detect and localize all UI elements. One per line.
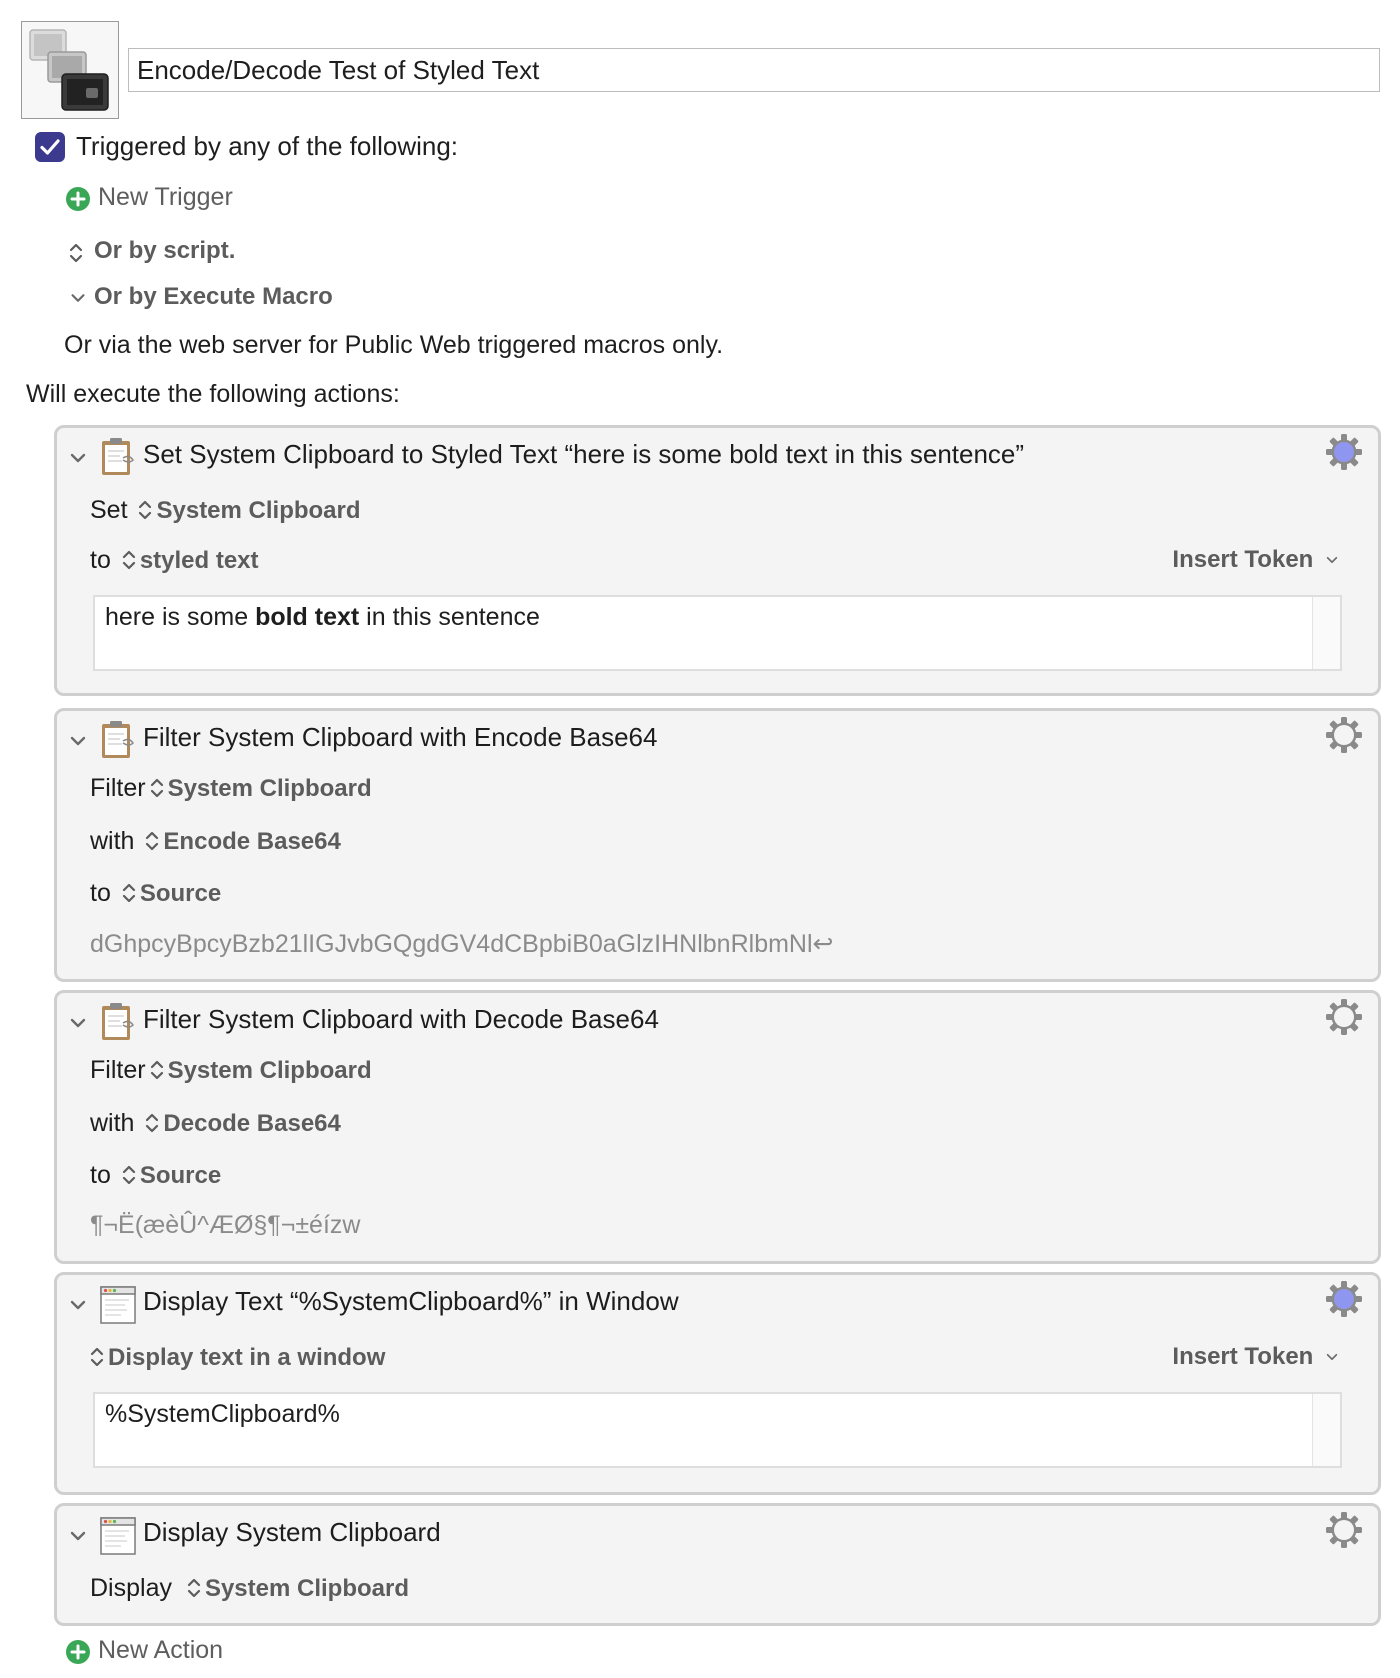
clipboard-icon — [99, 436, 137, 478]
or-by-execute-macro-toggle[interactable]: Or by Execute Macro — [94, 283, 333, 310]
gear-icon[interactable] — [1324, 1279, 1364, 1319]
add-circle-icon[interactable] — [66, 187, 90, 211]
triggers-heading: Triggered by any of the following: — [76, 131, 459, 161]
updown-icon — [122, 549, 136, 571]
gear-icon[interactable] — [1324, 715, 1364, 755]
chevron-down-icon[interactable] — [68, 288, 88, 308]
to-label: to — [90, 1161, 111, 1189]
macro-name-field[interactable]: Encode/Decode Test of Styled Text — [128, 48, 1380, 92]
updown-icon — [150, 1059, 164, 1081]
updown-icon — [187, 1577, 201, 1599]
window-icon — [99, 1514, 137, 1556]
filter-popup[interactable]: Encode Base64 — [163, 828, 341, 855]
filter-row — [90, 1056, 372, 1085]
format-popup[interactable]: styled text — [139, 547, 259, 574]
chevron-down-icon[interactable] — [67, 1525, 89, 1547]
chevron-down-icon[interactable] — [67, 447, 89, 469]
styled-text-editor[interactable] — [93, 595, 1342, 671]
result-preview: ¶¬Ë(æèÛ^ÆØ§¶¬±éízw — [90, 1211, 361, 1239]
destination-row — [90, 1161, 221, 1190]
action-title: Display Text “%SystemClipboard%” in Window — [143, 1286, 679, 1316]
gear-icon[interactable] — [1324, 997, 1364, 1037]
chevron-down-icon[interactable] — [67, 1012, 89, 1034]
filter-popup[interactable]: Decode Base64 — [163, 1110, 341, 1137]
set-label: Set — [90, 496, 128, 524]
web-server-note: Or via the web server for Public Web triggered macros only. — [64, 331, 724, 359]
insert-token-menu[interactable] — [1172, 546, 1340, 574]
to-row — [90, 546, 259, 575]
action-display-clipboard[interactable] — [54, 1503, 1381, 1626]
window-icon — [99, 1283, 137, 1325]
styled-text-content — [105, 603, 540, 632]
new-action-button[interactable]: New Action — [98, 1636, 224, 1664]
to-label: to — [90, 879, 111, 907]
action-title: Filter System Clipboard with Decode Base64 — [143, 1004, 659, 1034]
action-title: Set System Clipboard to Styled Text “here is some bold text in this sentence” — [143, 439, 1025, 469]
display-mode-popup[interactable]: Display text in a window — [108, 1344, 386, 1371]
filter-label: Filter — [90, 1056, 146, 1084]
updown-icon — [145, 830, 159, 852]
result-preview: dGhpcyBpcyBzb21lIGJvbGQgdGV4dCBpbiB0aGlzIHNlbnRlbmNl↩ — [90, 930, 834, 958]
insert-token-menu[interactable] — [1172, 1343, 1340, 1371]
macro-group-icon — [22, 22, 118, 118]
destination-popup[interactable]: Source — [139, 1162, 222, 1189]
display-row — [90, 1574, 409, 1603]
action-decode-base64[interactable] — [54, 990, 1381, 1264]
updown-icon — [122, 882, 136, 904]
chevron-down-icon[interactable] — [67, 730, 89, 752]
actions-heading: Will execute the following actions: — [26, 380, 400, 408]
insert-token-label: Insert Token — [1172, 546, 1314, 573]
updown-icon — [150, 777, 164, 799]
clipboard-popup[interactable]: System Clipboard — [204, 1575, 409, 1602]
scrollbar[interactable] — [1312, 1394, 1340, 1466]
clipboard-popup[interactable]: System Clipboard — [167, 1057, 372, 1084]
filter-label: Filter — [90, 774, 146, 802]
chevron-down-icon — [1324, 552, 1340, 568]
clipboard-icon — [99, 1001, 137, 1043]
with-label: with — [90, 827, 135, 855]
updown-icon — [90, 1346, 104, 1368]
checkmark-icon — [35, 132, 65, 162]
action-set-clipboard[interactable] — [54, 425, 1381, 696]
updown-icon — [138, 499, 152, 521]
triggers-enabled-checkbox[interactable] — [35, 132, 65, 162]
action-encode-base64[interactable] — [54, 708, 1381, 982]
with-label: with — [90, 1109, 135, 1137]
with-row — [90, 827, 341, 856]
clipboard-popup[interactable]: System Clipboard — [156, 497, 361, 524]
new-trigger-button[interactable]: New Trigger — [98, 183, 233, 211]
text-segment: in this sentence — [359, 603, 540, 631]
updown-icon — [145, 1112, 159, 1134]
filter-row — [90, 774, 372, 803]
insert-token-label: Insert Token — [1172, 1343, 1314, 1370]
updown-icon — [69, 242, 83, 264]
chevron-down-icon[interactable] — [67, 1294, 89, 1316]
destination-popup[interactable]: Source — [139, 880, 222, 907]
to-label: to — [90, 546, 111, 574]
clipboard-icon — [99, 719, 137, 761]
display-label: Display — [90, 1574, 172, 1602]
or-by-script-toggle[interactable]: Or by script. — [94, 237, 236, 264]
updown-icon — [122, 1164, 136, 1186]
action-display-text[interactable] — [54, 1272, 1381, 1495]
display-text-content: %SystemClipboard% — [105, 1400, 340, 1428]
action-title: Filter System Clipboard with Encode Base64 — [143, 722, 658, 752]
display-text-editor[interactable] — [93, 1392, 1342, 1468]
action-title: Display System Clipboard — [143, 1517, 441, 1547]
scrollbar[interactable] — [1312, 597, 1340, 669]
gear-icon[interactable] — [1324, 1510, 1364, 1550]
add-circle-icon[interactable] — [66, 1640, 90, 1664]
bold-text-segment: bold text — [255, 603, 360, 631]
destination-row — [90, 879, 221, 908]
text-segment: here is some — [105, 603, 256, 631]
macro-icon[interactable] — [21, 21, 119, 119]
set-row — [90, 496, 361, 525]
gear-icon[interactable] — [1324, 432, 1364, 472]
chevron-down-icon — [1324, 1349, 1340, 1365]
display-mode-row — [90, 1343, 385, 1372]
clipboard-popup[interactable]: System Clipboard — [167, 775, 372, 802]
with-row — [90, 1109, 341, 1138]
